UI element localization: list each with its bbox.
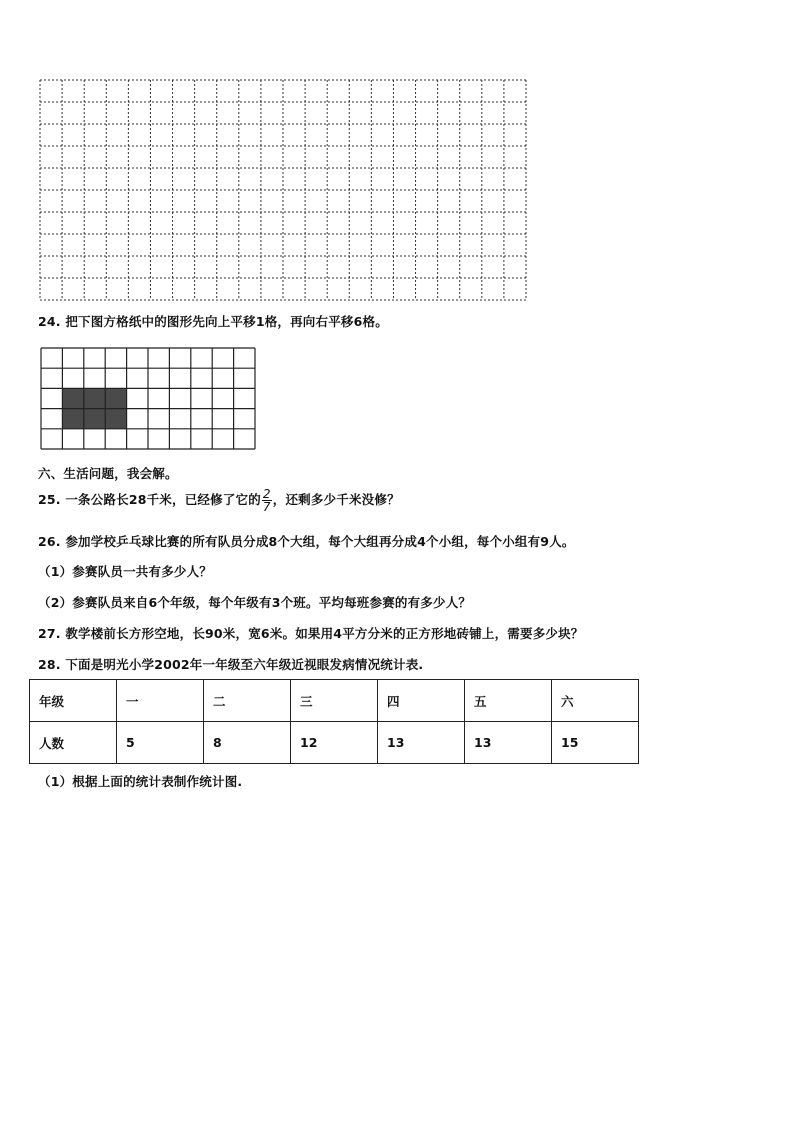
question-number: 25.	[38, 492, 61, 507]
question-number: 26.	[38, 534, 61, 549]
question-text: 教学楼前长方形空地，长90米，宽6米。如果用4平方分米的正方形地砖铺上，需要多少块？	[65, 626, 584, 641]
table-cell: 8	[204, 722, 291, 764]
question-number: 27.	[38, 626, 61, 641]
section-title: 六、生活问题，我会解。	[38, 466, 178, 481]
table-row	[30, 722, 639, 764]
question-26-part-2: （2）参赛队员来自6个年级，每个年级有3个班。平均每班参赛的有多少人？	[38, 595, 472, 610]
translation-grid	[39, 346, 259, 452]
fraction	[262, 488, 272, 513]
table-cell: 5	[117, 722, 204, 764]
table-cell: 15	[552, 722, 639, 764]
table-cell: 二	[204, 680, 291, 722]
table-row	[30, 680, 639, 722]
table-cell: 12	[291, 722, 378, 764]
question-28	[38, 655, 423, 673]
table-cell: 三	[291, 680, 378, 722]
table-cell: 人数	[30, 722, 117, 764]
question-26-part-1: （1）参赛队员一共有多少人？	[38, 564, 212, 579]
table-cell: 年级	[30, 680, 117, 722]
question-number: 24.	[38, 314, 61, 329]
question-27	[38, 624, 584, 642]
drawing-grid	[38, 78, 530, 304]
question-26	[38, 532, 575, 550]
table-cell: 四	[378, 680, 465, 722]
question-text: 下面是明光小学2002年一年级至六年级近视眼发病情况统计表.	[65, 657, 424, 672]
table-cell: 六	[552, 680, 639, 722]
question-number: 28.	[38, 657, 61, 672]
question-text: 把下图方格纸中的图形先向上平移1格，再向右平移6格。	[65, 314, 388, 329]
question-text: 参加学校乒乓球比赛的所有队员分成8个大组，每个大组再分成4个小组，每个小组有9人。	[65, 534, 575, 549]
question-text: 一条公路长28千米，已经修了它的	[65, 492, 261, 507]
question-24	[38, 312, 388, 330]
question-text-end: ，还剩多少千米没修？	[272, 492, 400, 507]
statistics-table	[29, 679, 639, 764]
fraction-numerator: 2	[262, 487, 271, 501]
question-28-part-1: （1）根据上面的统计表制作统计图.	[38, 774, 243, 789]
table-cell: 一	[117, 680, 204, 722]
table-cell: 13	[465, 722, 552, 764]
question-25	[38, 488, 400, 513]
table-cell: 五	[465, 680, 552, 722]
table-cell: 13	[378, 722, 465, 764]
fraction-denominator: 7	[262, 500, 271, 514]
